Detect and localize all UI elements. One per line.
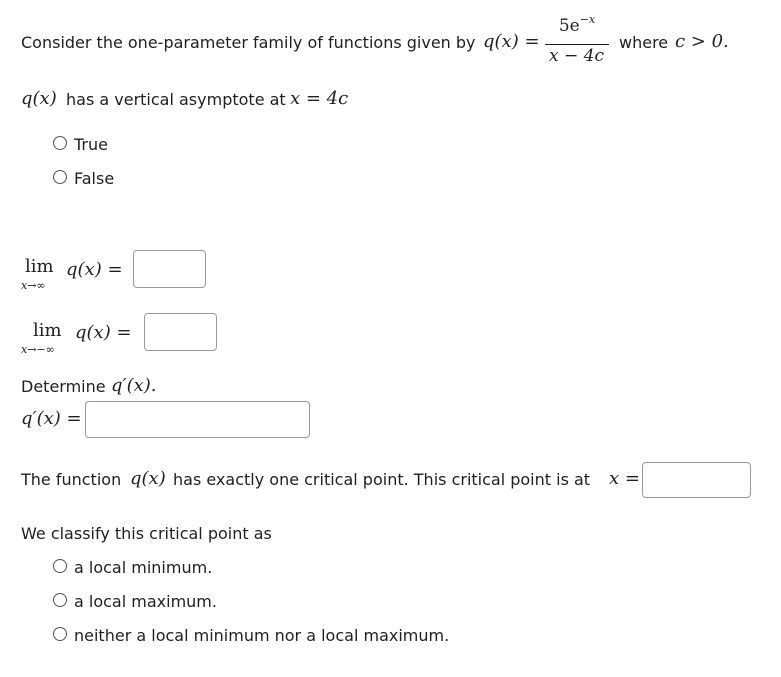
radio-local-minimum[interactable] [53,559,67,573]
fraction-numerator-exponent: −x [579,13,596,26]
critical-text-before: The function [21,470,122,489]
intro-function-lhs: q(x) = [483,31,540,52]
radio-true[interactable] [53,136,67,150]
option-neither-label[interactable]: neither a local minimum nor a local maximum. [74,626,450,645]
limit-2-lim: lim [33,320,62,341]
fraction-numerator: 5e [558,16,580,36]
critical-text-after: has exactly one critical point. This critical point is at [173,470,591,489]
derivative-input[interactable] [85,401,310,438]
radio-neither[interactable] [53,627,67,641]
limit-1-lim: lim [25,256,54,277]
option-false-label[interactable]: False [74,169,115,188]
option-true-label[interactable]: True [74,135,108,154]
limit-1-expr: q(x) = [66,259,123,280]
derivative-prompt-text: Determine [21,377,106,396]
fraction-bar [545,44,609,45]
critical-math: q(x) [130,468,166,489]
radio-false[interactable] [53,170,67,184]
limit-1-subscript: x→∞ [21,279,46,292]
intro-fraction [546,13,608,36]
option-local-maximum-label[interactable]: a local maximum. [74,592,217,611]
intro-text: Consider the one-parameter family of functions given by [21,33,476,52]
derivative-label: q′(x) = [21,408,82,429]
radio-local-maximum[interactable] [53,593,67,607]
option-local-minimum-label[interactable]: a local minimum. [74,558,213,577]
q1-statement-text: has a vertical asymptote at [66,90,286,109]
q1-statement-eq: x = 4c [290,88,349,109]
derivative-prompt-math: q′(x). [111,375,157,396]
limit-2-subscript: x→−∞ [21,343,55,356]
critical-point-input[interactable] [642,462,751,498]
intro-suffix-text: where [619,33,669,52]
limit-2-input[interactable] [144,313,217,351]
q1-statement-math: q(x) [21,88,57,109]
classify-prompt: We classify this critical point as [21,524,272,543]
limit-2-expr: q(x) = [75,322,132,343]
intro-condition: c > 0. [675,31,729,52]
limit-1-input[interactable] [133,250,206,288]
critical-eq: x = [609,468,640,489]
fraction-denominator: x − 4c [549,46,604,66]
